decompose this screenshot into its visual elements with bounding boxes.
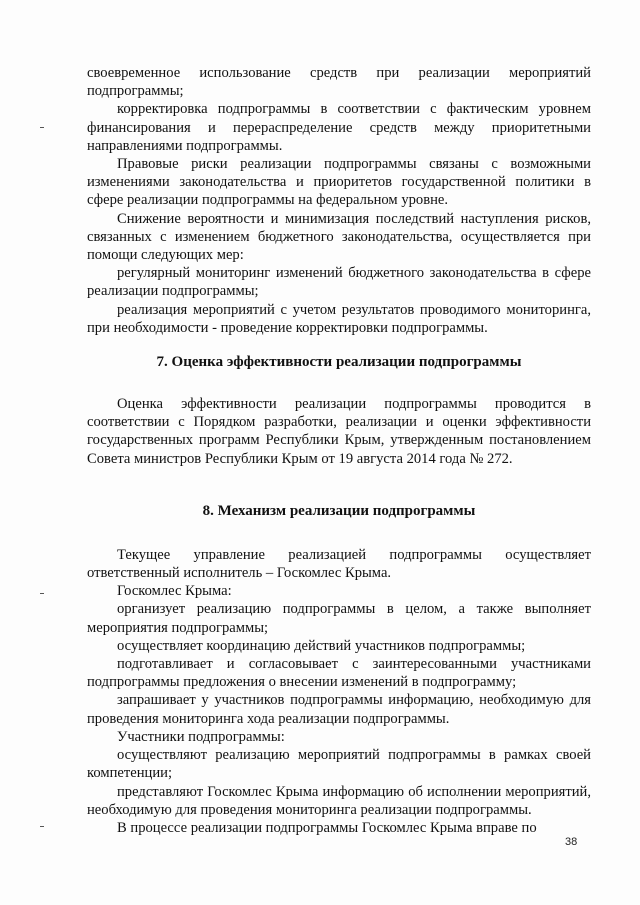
paragraph: Снижение вероятности и минимизация последствий наступления рисков, связанных с изменением бюджетного законодательства, осуществляется при помощи следующих мер:: [87, 210, 591, 264]
document-body: [87, 64, 591, 837]
paragraph: регулярный мониторинг изменений бюджетного законодательства в сфере реализации подпрограммы;: [87, 265, 591, 300]
paragraph: своевременное использование средств при реализации мероприятий подпрограммы;: [87, 65, 591, 100]
paragraph: реализация мероприятий с учетом результатов проводимого мониторинга, при необходимости - проведение корректировки подпрограммы.: [87, 301, 591, 336]
paragraph: запрашивает у участников подпрограммы информацию, необходимую для проведения мониторинга хода реализации подпрограммы.: [87, 692, 591, 727]
section-heading: 8. Механизм реализации подпрограммы: [202, 502, 476, 519]
paragraph: представляют Госкомлес Крыма информацию об исполнении мероприятий, необходимую для проведения мониторинга реализации подпрограммы.: [87, 783, 591, 818]
paragraph: подготавливает и согласовывает с заинтересованными участниками подпрограммы предложения о внесении изменений в подпрограмму;: [87, 656, 591, 691]
margin-mark: [40, 826, 44, 827]
paragraph: Оценка эффективности реализации подпрограммы проводится в соответствии с Порядком разработки, реализации и оценки эффективности государственных программ Республики Крым, утвержденным постановлением Совета министров Республики Крым от 19 августа 2014 года № 272.: [87, 396, 591, 467]
section-heading: 7. Оценка эффективности реализации подпрограммы: [156, 354, 522, 371]
paragraph: осуществляют реализацию мероприятий подпрограммы в рамках своей компетенции;: [87, 747, 591, 782]
paragraph: корректировка подпрограммы в соответствии с фактическим уровнем финансирования и перераспределение средств между приоритетными направлениями подпрограммы.: [87, 101, 591, 154]
margin-mark: [40, 127, 44, 128]
paragraph: Правовые риски реализации подпрограммы связаны с возможными изменениями законодательства и приоритетов государственной политики в сфере реализации подпрограммы на федеральном уровне.: [87, 156, 591, 209]
paragraph: Текущее управление реализацией подпрограммы осуществляет ответственный исполнитель – Госкомлес Крыма.: [87, 546, 591, 582]
paragraph: В процессе реализации подпрограммы Госкомлес Крыма вправе по: [117, 819, 537, 836]
paragraph: осуществляет координацию действий участников подпрограммы;: [117, 637, 526, 654]
page-number: 38: [565, 836, 578, 848]
margin-mark: [40, 593, 44, 594]
paragraph: организует реализацию подпрограммы в целом, а также выполняет мероприятия подпрограммы;: [87, 601, 591, 636]
paragraph: Участники подпрограммы:: [117, 728, 285, 745]
paragraph: Госкомлес Крыма:: [117, 583, 232, 600]
